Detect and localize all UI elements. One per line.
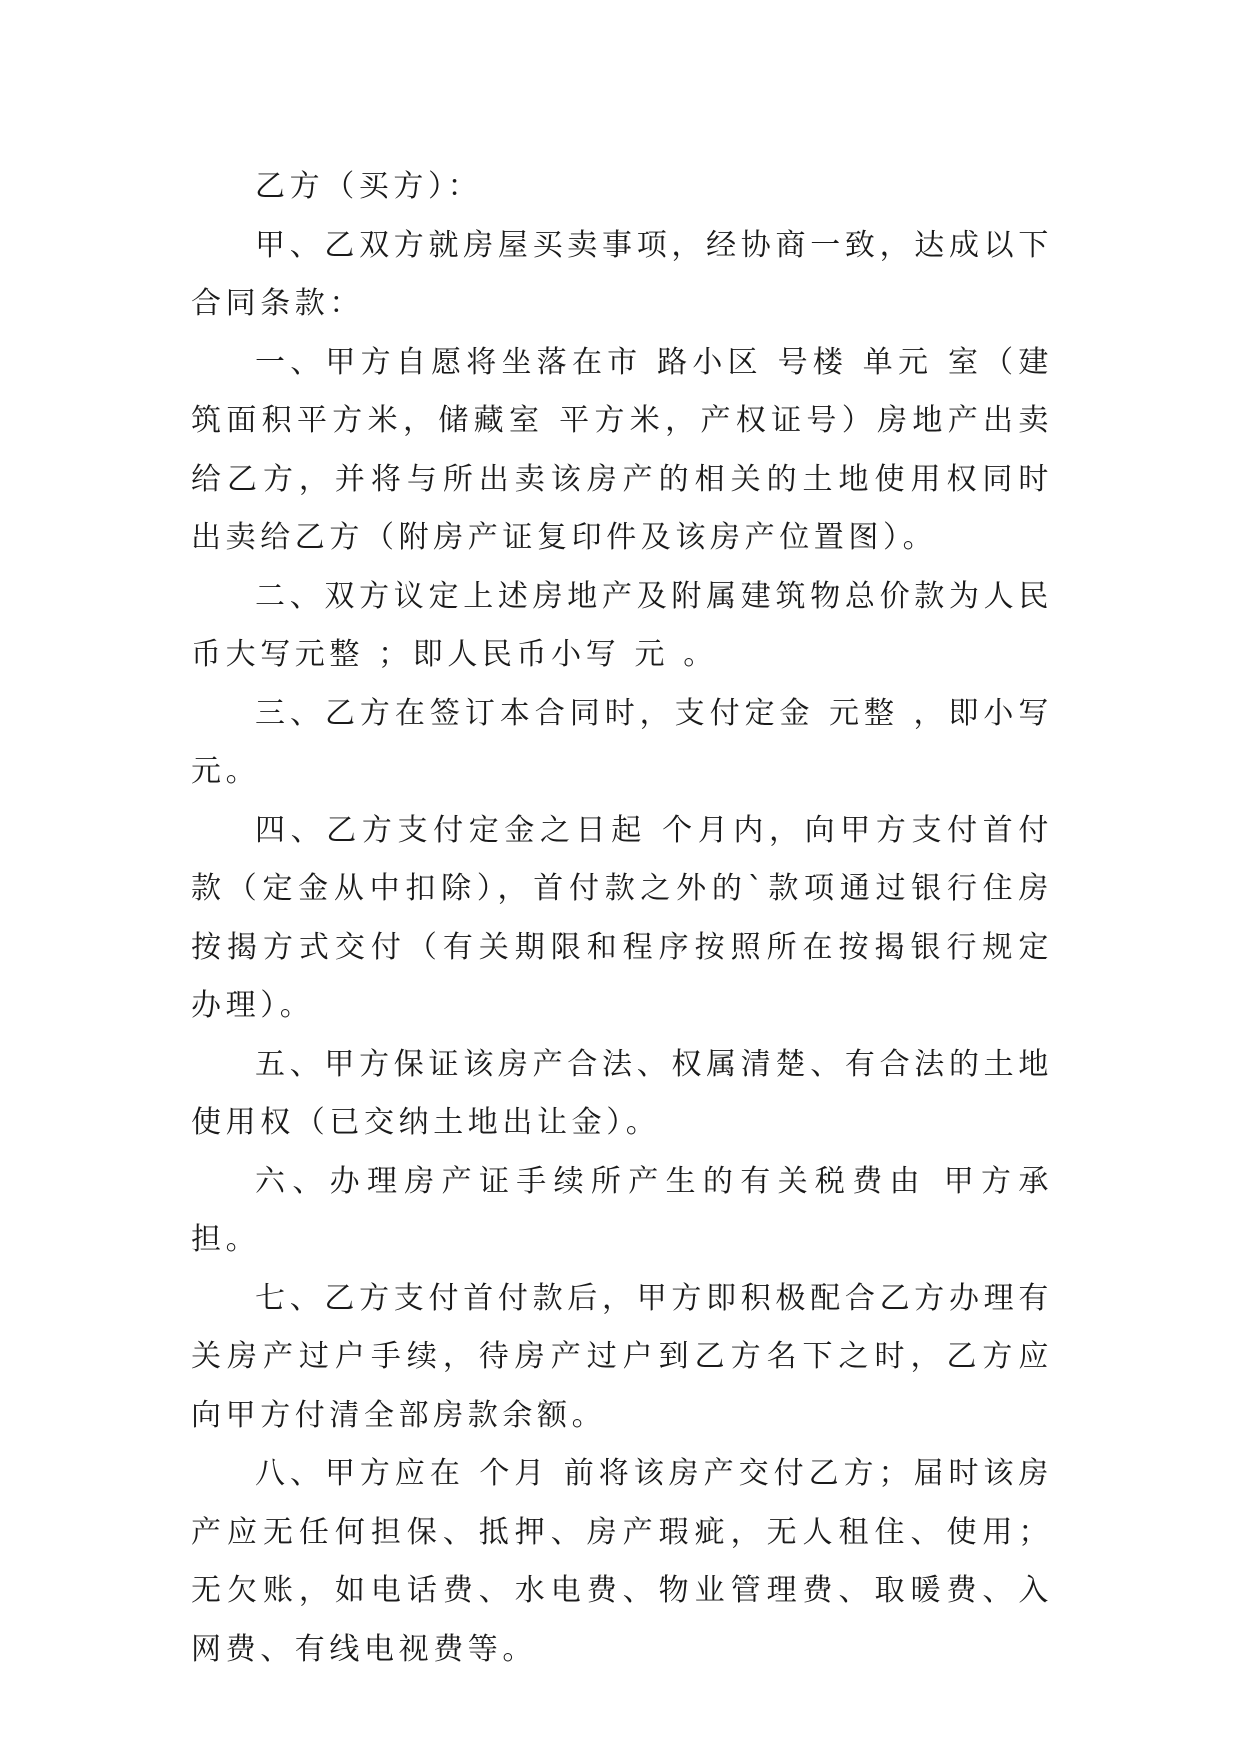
clause-4: 四、乙方支付定金之日起 个月内，向甲方支付首付款（定金从中扣除），首付款之外的`款项通过银行住房按揭方式交付（有关期限和程序按照所在按揭银行规定办理）。 bbox=[191, 812, 1053, 1023]
clause-3: 三、乙方在签订本合同时，支付定金 元整 ，即小写元。 bbox=[191, 695, 1053, 789]
clause-1: 一、甲方自愿将坐落在市 路小区 号楼 单元 室（建筑面积平方米，储藏室 平方米，产权证号）房地产出卖给乙方，并将与所出卖该房产的相关的土地使用权同时出卖给乙方（附房产证复印件及该房产位置图）。 bbox=[191, 344, 1053, 555]
buyer-label: 乙方（买方）： bbox=[255, 169, 483, 204]
contract-body bbox=[191, 158, 1053, 1679]
clause-8: 八、甲方应在 个月 前将该房产交付乙方；届时该房产应无任何担保、抵押、房产瑕疵，无人租住、使用；无欠账，如电话费、水电费、物业管理费、取暖费、入网费、有线电视费等。 bbox=[191, 1456, 1053, 1667]
clause-6: 六、办理房产证手续所产生的有关税费由 甲方承担。 bbox=[191, 1163, 1053, 1257]
contract-preamble: 甲、乙双方就房屋买卖事项，经协商一致，达成以下合同条款： bbox=[191, 227, 1053, 321]
clause-5: 五、甲方保证该房产合法、权属清楚、有合法的土地使用权（已交纳土地出让金）。 bbox=[191, 1046, 1053, 1140]
clause-2: 二、双方议定上述房地产及附属建筑物总价款为人民币大写元整 ；即人民币小写 元 。 bbox=[191, 578, 1053, 672]
clause-7: 七、乙方支付首付款后，甲方即积极配合乙方办理有关房产过户手续，待房产过户到乙方名下之时，乙方应向甲方付清全部房款余额。 bbox=[191, 1280, 1053, 1433]
